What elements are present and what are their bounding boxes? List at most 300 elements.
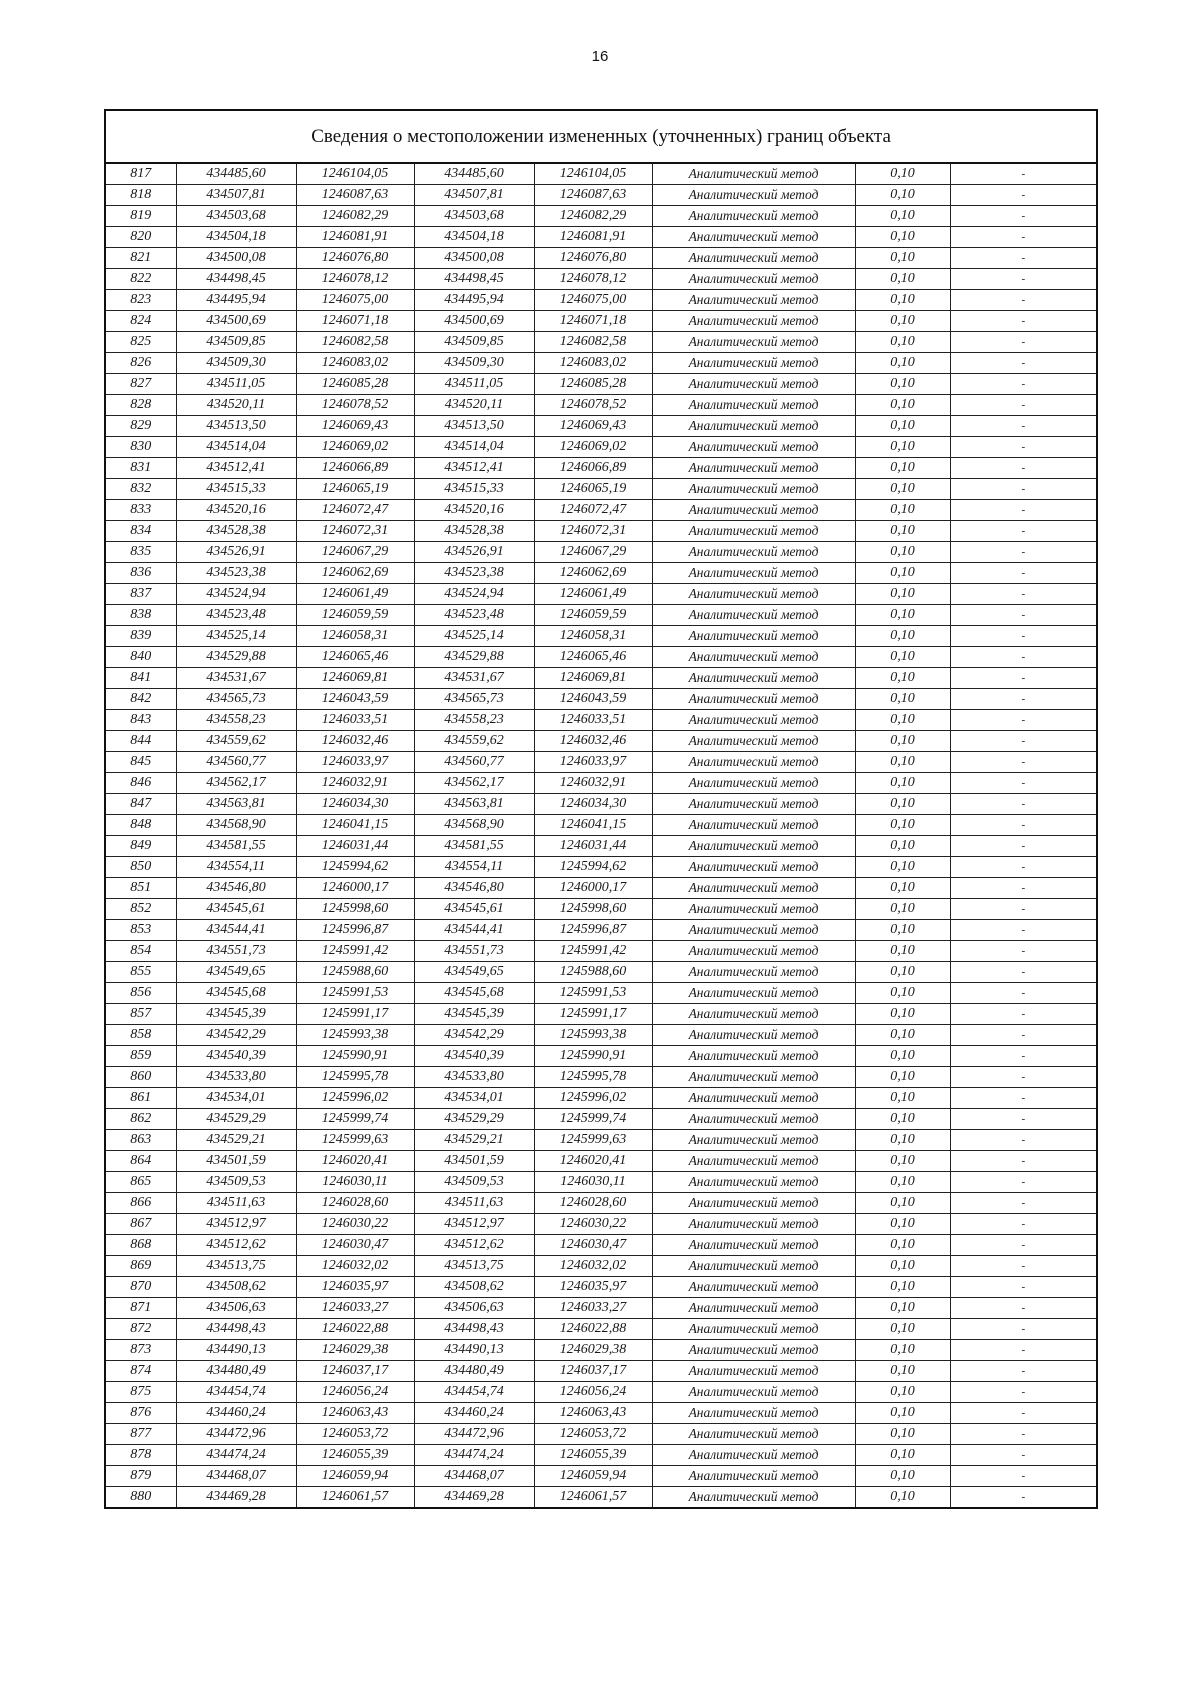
y-new-cell: 1246075,00 [534,290,652,311]
description-cell: - [950,1067,1097,1088]
x-new-cell: 434551,73 [414,941,534,962]
table-row [105,731,1097,752]
point-number-cell: 842 [105,689,176,710]
y-new-cell: 1245991,53 [534,983,652,1004]
accuracy-cell: 0,10 [855,647,950,668]
y-new-cell: 1246030,22 [534,1214,652,1235]
description-cell: - [950,794,1097,815]
x-new-cell: 434485,60 [414,163,534,185]
y-existing-cell: 1246032,91 [296,773,414,794]
table-row [105,899,1097,920]
x-new-cell: 434513,75 [414,1256,534,1277]
x-existing-cell: 434500,69 [176,311,296,332]
accuracy-cell: 0,10 [855,857,950,878]
x-new-cell: 434542,29 [414,1025,534,1046]
method-cell: Аналитический метод [652,1193,855,1214]
y-existing-cell: 1246069,81 [296,668,414,689]
point-number-cell: 844 [105,731,176,752]
x-existing-cell: 434498,43 [176,1319,296,1340]
description-cell: - [950,1235,1097,1256]
point-number-cell: 820 [105,227,176,248]
x-new-cell: 434506,63 [414,1298,534,1319]
x-existing-cell: 434469,28 [176,1487,296,1509]
accuracy-cell: 0,10 [855,794,950,815]
x-existing-cell: 434511,63 [176,1193,296,1214]
point-number-cell: 830 [105,437,176,458]
x-existing-cell: 434549,65 [176,962,296,983]
accuracy-cell: 0,10 [855,1067,950,1088]
y-existing-cell: 1246030,11 [296,1172,414,1193]
table-row [105,857,1097,878]
x-existing-cell: 434544,41 [176,920,296,941]
accuracy-cell: 0,10 [855,626,950,647]
y-new-cell: 1245996,87 [534,920,652,941]
table-row [105,542,1097,563]
description-cell: - [950,1046,1097,1067]
method-cell: Аналитический метод [652,1046,855,1067]
method-cell: Аналитический метод [652,1403,855,1424]
point-number-cell: 879 [105,1466,176,1487]
description-cell: - [950,416,1097,437]
accuracy-cell: 0,10 [855,668,950,689]
table-row [105,269,1097,290]
x-existing-cell: 434513,75 [176,1256,296,1277]
accuracy-cell: 0,10 [855,1424,950,1445]
y-existing-cell: 1246083,02 [296,353,414,374]
y-new-cell: 1246083,02 [534,353,652,374]
description-cell: - [950,374,1097,395]
description-cell: - [950,626,1097,647]
table-row [105,311,1097,332]
description-cell: - [950,1403,1097,1424]
y-existing-cell: 1245999,74 [296,1109,414,1130]
table-row [105,1025,1097,1046]
accuracy-cell: 0,10 [855,269,950,290]
x-new-cell: 434511,63 [414,1193,534,1214]
x-existing-cell: 434523,48 [176,605,296,626]
y-existing-cell: 1246075,00 [296,290,414,311]
point-number-cell: 868 [105,1235,176,1256]
accuracy-cell: 0,10 [855,1445,950,1466]
point-number-cell: 857 [105,1004,176,1025]
description-cell: - [950,878,1097,899]
y-existing-cell: 1246082,58 [296,332,414,353]
y-new-cell: 1246043,59 [534,689,652,710]
x-new-cell: 434498,43 [414,1319,534,1340]
accuracy-cell: 0,10 [855,1235,950,1256]
y-existing-cell: 1246065,46 [296,647,414,668]
y-new-cell: 1246104,05 [534,163,652,185]
x-existing-cell: 434515,33 [176,479,296,500]
y-existing-cell: 1246059,94 [296,1466,414,1487]
description-cell: - [950,773,1097,794]
description-cell: - [950,941,1097,962]
method-cell: Аналитический метод [652,626,855,647]
y-existing-cell: 1246035,97 [296,1277,414,1298]
description-cell: - [950,227,1097,248]
x-existing-cell: 434504,18 [176,227,296,248]
y-new-cell: 1246028,60 [534,1193,652,1214]
description-cell: - [950,752,1097,773]
y-new-cell: 1246053,72 [534,1424,652,1445]
method-cell: Аналитический метод [652,416,855,437]
table-row [105,878,1097,899]
y-new-cell: 1246041,15 [534,815,652,836]
x-new-cell: 434490,13 [414,1340,534,1361]
x-new-cell: 434529,21 [414,1130,534,1151]
table-row [105,710,1097,731]
method-cell: Аналитический метод [652,1340,855,1361]
x-existing-cell: 434581,55 [176,836,296,857]
point-number-cell: 822 [105,269,176,290]
y-existing-cell: 1245991,42 [296,941,414,962]
x-existing-cell: 434565,73 [176,689,296,710]
accuracy-cell: 0,10 [855,1487,950,1509]
accuracy-cell: 0,10 [855,1088,950,1109]
y-new-cell: 1246000,17 [534,878,652,899]
y-existing-cell: 1245999,63 [296,1130,414,1151]
description-cell: - [950,1277,1097,1298]
table-row [105,500,1097,521]
x-new-cell: 434472,96 [414,1424,534,1445]
point-number-cell: 864 [105,1151,176,1172]
y-existing-cell: 1246033,97 [296,752,414,773]
description-cell: - [950,1424,1097,1445]
method-cell: Аналитический метод [652,563,855,584]
description-cell: - [950,269,1097,290]
table-title: Сведения о местоположении измененных (уточненных) границ объекта [105,110,1097,163]
description-cell: - [950,185,1097,206]
method-cell: Аналитический метод [652,1214,855,1235]
y-existing-cell: 1246022,88 [296,1319,414,1340]
x-existing-cell: 434509,30 [176,353,296,374]
y-existing-cell: 1245991,53 [296,983,414,1004]
y-existing-cell: 1245990,91 [296,1046,414,1067]
y-existing-cell: 1245991,17 [296,1004,414,1025]
x-existing-cell: 434480,49 [176,1361,296,1382]
point-number-cell: 837 [105,584,176,605]
table-row [105,1004,1097,1025]
table-row [105,836,1097,857]
point-number-cell: 841 [105,668,176,689]
y-existing-cell: 1246071,18 [296,311,414,332]
table-row [105,1193,1097,1214]
point-number-cell: 877 [105,1424,176,1445]
x-new-cell: 434581,55 [414,836,534,857]
method-cell: Аналитический метод [652,248,855,269]
x-new-cell: 434515,33 [414,479,534,500]
x-existing-cell: 434454,74 [176,1382,296,1403]
y-new-cell: 1245995,78 [534,1067,652,1088]
table-row [105,626,1097,647]
description-cell: - [950,983,1097,1004]
accuracy-cell: 0,10 [855,163,950,185]
y-new-cell: 1245991,17 [534,1004,652,1025]
x-new-cell: 434500,69 [414,311,534,332]
x-existing-cell: 434508,62 [176,1277,296,1298]
description-cell: - [950,1340,1097,1361]
x-new-cell: 434524,94 [414,584,534,605]
table-row [105,458,1097,479]
accuracy-cell: 0,10 [855,1151,950,1172]
method-cell: Аналитический метод [652,941,855,962]
y-new-cell: 1246030,47 [534,1235,652,1256]
point-number-cell: 828 [105,395,176,416]
x-new-cell: 434512,41 [414,458,534,479]
x-new-cell: 434540,39 [414,1046,534,1067]
x-existing-cell: 434545,61 [176,899,296,920]
x-existing-cell: 434509,53 [176,1172,296,1193]
y-new-cell: 1245999,63 [534,1130,652,1151]
x-existing-cell: 434542,29 [176,1025,296,1046]
point-number-cell: 836 [105,563,176,584]
method-cell: Аналитический метод [652,752,855,773]
description-cell: - [950,836,1097,857]
table-row [105,290,1097,311]
accuracy-cell: 0,10 [855,773,950,794]
description-cell: - [950,563,1097,584]
accuracy-cell: 0,10 [855,731,950,752]
y-existing-cell: 1246082,29 [296,206,414,227]
accuracy-cell: 0,10 [855,500,950,521]
method-cell: Аналитический метод [652,458,855,479]
description-cell: - [950,1088,1097,1109]
x-new-cell: 434568,90 [414,815,534,836]
x-existing-cell: 434503,68 [176,206,296,227]
point-number-cell: 850 [105,857,176,878]
accuracy-cell: 0,10 [855,1046,950,1067]
method-cell: Аналитический метод [652,857,855,878]
method-cell: Аналитический метод [652,500,855,521]
y-new-cell: 1246032,02 [534,1256,652,1277]
description-cell: - [950,1109,1097,1130]
accuracy-cell: 0,10 [855,521,950,542]
table-row [105,395,1097,416]
point-number-cell: 865 [105,1172,176,1193]
accuracy-cell: 0,10 [855,1004,950,1025]
point-number-cell: 848 [105,815,176,836]
description-cell: - [950,290,1097,311]
y-new-cell: 1246020,41 [534,1151,652,1172]
y-existing-cell: 1245988,60 [296,962,414,983]
description-cell: - [950,689,1097,710]
y-new-cell: 1245993,38 [534,1025,652,1046]
x-existing-cell: 434529,88 [176,647,296,668]
accuracy-cell: 0,10 [855,1193,950,1214]
x-new-cell: 434509,30 [414,353,534,374]
y-new-cell: 1246085,28 [534,374,652,395]
table-row [105,374,1097,395]
table-row [105,416,1097,437]
x-existing-cell: 434460,24 [176,1403,296,1424]
y-new-cell: 1245990,91 [534,1046,652,1067]
y-existing-cell: 1246078,52 [296,395,414,416]
x-new-cell: 434469,28 [414,1487,534,1509]
description-cell: - [950,458,1097,479]
method-cell: Аналитический метод [652,605,855,626]
y-new-cell: 1245996,02 [534,1088,652,1109]
table-row [105,1151,1097,1172]
y-existing-cell: 1246078,12 [296,269,414,290]
method-cell: Аналитический метод [652,1298,855,1319]
method-cell: Аналитический метод [652,332,855,353]
method-cell: Аналитический метод [652,1445,855,1466]
y-existing-cell: 1246043,59 [296,689,414,710]
description-cell: - [950,248,1097,269]
x-existing-cell: 434529,21 [176,1130,296,1151]
accuracy-cell: 0,10 [855,605,950,626]
point-number-cell: 832 [105,479,176,500]
point-number-cell: 875 [105,1382,176,1403]
description-cell: - [950,1172,1097,1193]
y-new-cell: 1245991,42 [534,941,652,962]
table-row [105,353,1097,374]
y-existing-cell: 1246041,15 [296,815,414,836]
method-cell: Аналитический метод [652,710,855,731]
x-existing-cell: 434498,45 [176,269,296,290]
table-row [105,584,1097,605]
table-row [105,815,1097,836]
x-new-cell: 434529,88 [414,647,534,668]
accuracy-cell: 0,10 [855,1214,950,1235]
table-row [105,1088,1097,1109]
description-cell: - [950,395,1097,416]
accuracy-cell: 0,10 [855,563,950,584]
x-existing-cell: 434545,39 [176,1004,296,1025]
x-existing-cell: 434554,11 [176,857,296,878]
y-new-cell: 1246061,57 [534,1487,652,1509]
point-number-cell: 852 [105,899,176,920]
table-row [105,794,1097,815]
accuracy-cell: 0,10 [855,1025,950,1046]
y-new-cell: 1246082,58 [534,332,652,353]
y-new-cell: 1246078,52 [534,395,652,416]
method-cell: Аналитический метод [652,269,855,290]
y-new-cell: 1246069,43 [534,416,652,437]
y-new-cell: 1246033,97 [534,752,652,773]
description-cell: - [950,1382,1097,1403]
accuracy-cell: 0,10 [855,962,950,983]
point-number-cell: 873 [105,1340,176,1361]
y-new-cell: 1245999,74 [534,1109,652,1130]
x-new-cell: 434545,39 [414,1004,534,1025]
y-new-cell: 1246062,69 [534,563,652,584]
accuracy-cell: 0,10 [855,1130,950,1151]
y-existing-cell: 1246000,17 [296,878,414,899]
point-number-cell: 860 [105,1067,176,1088]
y-existing-cell: 1246033,51 [296,710,414,731]
point-number-cell: 878 [105,1445,176,1466]
x-new-cell: 434544,41 [414,920,534,941]
point-number-cell: 854 [105,941,176,962]
table-row [105,248,1097,269]
y-new-cell: 1246032,46 [534,731,652,752]
method-cell: Аналитический метод [652,962,855,983]
y-new-cell: 1246076,80 [534,248,652,269]
table-row [105,1277,1097,1298]
y-existing-cell: 1246104,05 [296,163,414,185]
x-new-cell: 434509,53 [414,1172,534,1193]
x-existing-cell: 434474,24 [176,1445,296,1466]
x-existing-cell: 434568,90 [176,815,296,836]
y-new-cell: 1246081,91 [534,227,652,248]
method-cell: Аналитический метод [652,437,855,458]
x-new-cell: 434554,11 [414,857,534,878]
x-new-cell: 434562,17 [414,773,534,794]
point-number-cell: 858 [105,1025,176,1046]
x-new-cell: 434531,67 [414,668,534,689]
table-row [105,437,1097,458]
x-existing-cell: 434512,97 [176,1214,296,1235]
table-row [105,1445,1097,1466]
x-new-cell: 434511,05 [414,374,534,395]
description-cell: - [950,1130,1097,1151]
description-cell: - [950,647,1097,668]
method-cell: Аналитический метод [652,311,855,332]
point-number-cell: 839 [105,626,176,647]
method-cell: Аналитический метод [652,731,855,752]
description-cell: - [950,1151,1097,1172]
accuracy-cell: 0,10 [855,437,950,458]
y-existing-cell: 1246029,38 [296,1340,414,1361]
method-cell: Аналитический метод [652,521,855,542]
x-new-cell: 434460,24 [414,1403,534,1424]
y-new-cell: 1246072,31 [534,521,652,542]
x-existing-cell: 434531,67 [176,668,296,689]
point-number-cell: 859 [105,1046,176,1067]
table-row [105,563,1097,584]
table-row [105,1046,1097,1067]
point-number-cell: 853 [105,920,176,941]
table-row [105,1109,1097,1130]
point-number-cell: 874 [105,1361,176,1382]
y-existing-cell: 1246020,41 [296,1151,414,1172]
x-existing-cell: 434500,08 [176,248,296,269]
y-existing-cell: 1246030,47 [296,1235,414,1256]
x-new-cell: 434563,81 [414,794,534,815]
description-cell: - [950,353,1097,374]
x-new-cell: 434523,38 [414,563,534,584]
point-number-cell: 824 [105,311,176,332]
y-new-cell: 1246030,11 [534,1172,652,1193]
x-new-cell: 434546,80 [414,878,534,899]
y-new-cell: 1246082,29 [534,206,652,227]
point-number-cell: 818 [105,185,176,206]
y-existing-cell: 1246053,72 [296,1424,414,1445]
accuracy-cell: 0,10 [855,584,950,605]
x-new-cell: 434513,50 [414,416,534,437]
description-cell: - [950,899,1097,920]
x-new-cell: 434504,18 [414,227,534,248]
table-row [105,163,1097,185]
y-existing-cell: 1246032,46 [296,731,414,752]
x-existing-cell: 434528,38 [176,521,296,542]
table-row [105,1256,1097,1277]
y-new-cell: 1246066,89 [534,458,652,479]
y-existing-cell: 1245994,62 [296,857,414,878]
x-existing-cell: 434490,13 [176,1340,296,1361]
y-existing-cell: 1246066,89 [296,458,414,479]
x-new-cell: 434533,80 [414,1067,534,1088]
x-new-cell: 434474,24 [414,1445,534,1466]
y-existing-cell: 1246085,28 [296,374,414,395]
point-number-cell: 862 [105,1109,176,1130]
table-row [105,668,1097,689]
accuracy-cell: 0,10 [855,332,950,353]
description-cell: - [950,731,1097,752]
accuracy-cell: 0,10 [855,899,950,920]
y-new-cell: 1246033,27 [534,1298,652,1319]
